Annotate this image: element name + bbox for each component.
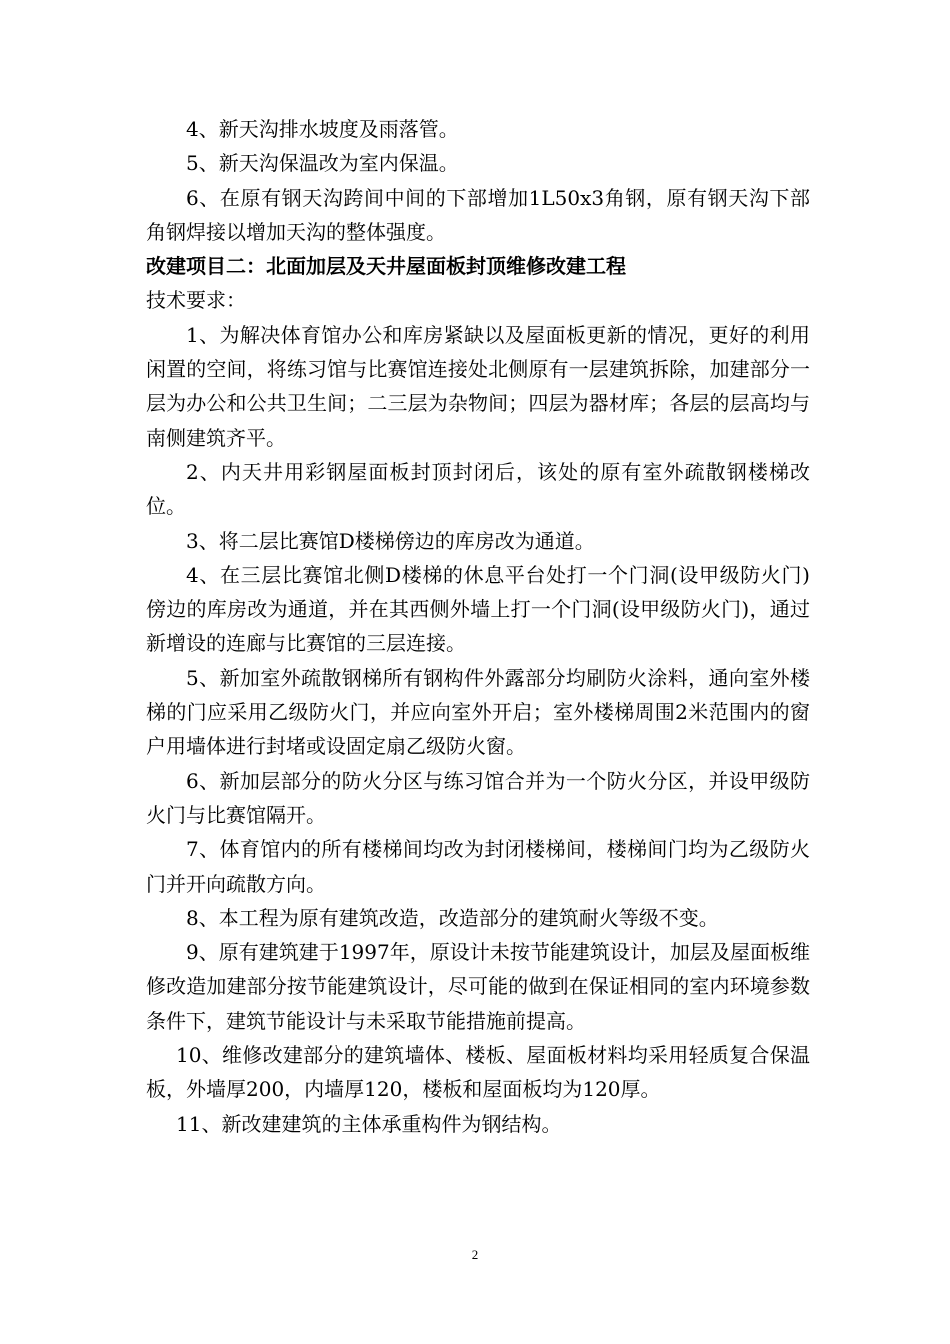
page-number: 2 — [471, 1247, 479, 1262]
requirement-7: 7、体育馆内的所有楼梯间均改为封闭楼梯间，楼梯间门均为乙级防火门并开向疏散方向。 — [146, 837, 810, 896]
technical-requirements-label: 技术要求： — [146, 288, 246, 313]
paragraph-5: 5、新天沟保温改为室内保温。 — [186, 151, 459, 176]
requirement-3: 3、将二层比赛馆D楼梯傍边的库房改为通道。 — [186, 528, 595, 553]
requirement-11: 11、新改建建筑的主体承重构件为钢结构。 — [176, 1111, 562, 1136]
requirement-2: 2、内天井用彩钢屋面板封顶封闭后，该处的原有室外疏散钢楼梯改位。 — [146, 459, 810, 519]
section-heading: 改建项目二：北面加层及天井屋面板封顶维修改建工程 — [146, 254, 626, 279]
requirement-4: 4、在三层比赛馆北侧D楼梯的休息平台处打一个门洞(设甲级防火门)傍边的库房改为通道，并在其西侧外墙上打一个门洞(设甲级防火门)，通过新增设的连廊与比赛馆的三层连接。 — [146, 562, 810, 656]
requirement-8: 8、本工程为原有建筑改造，改造部分的建筑耐火等级不变。 — [186, 905, 719, 930]
requirement-5: 5、新加室外疏散钢梯所有钢构件外露部分均刷防火涂料，通向室外楼梯的门应采用乙级防火门，并应向室外开启；室外楼梯周围2米范围内的窗户用墙体进行封堵或设固定扇乙级防火窗。 — [146, 665, 810, 759]
document-body — [146, 112, 810, 1141]
paragraph-4: 4、新天沟排水坡度及雨落管。 — [186, 117, 459, 141]
requirement-9: 9、原有建筑建于1997年，原设计未按节能建筑设计，加层及屋面板维修改造加建部分按节能建筑设计，尽可能的做到在保证相同的室内环境参数条件下，建筑节能设计与未采取节能措施前提高。 — [146, 940, 810, 1033]
requirement-10: 10、维修改建部分的建筑墙体、楼板、屋面板材料均采用轻质复合保温板，外墙厚200，内墙厚120，楼板和屋面板均为120厚。 — [146, 1043, 810, 1102]
requirement-1: 1、为解决体育馆办公和库房紧缺以及屋面板更新的情况，更好的利用闲置的空间，将练习馆与比赛馆连接处北侧原有一层建筑拆除，加建部分一层为办公和公共卫生间；二三层为杂物间；四层为器材库；各层的层高均与南侧建筑齐平。 — [146, 322, 810, 450]
requirement-6: 6、新加层部分的防火分区与练习馆合并为一个防火分区，并设甲级防火门与比赛馆隔开。 — [146, 768, 810, 827]
paragraph-6: 6、在原有钢天沟跨间中间的下部增加1L50x3角钢，原有钢天沟下部角钢焊接以增加天沟的整体强度。 — [146, 185, 810, 244]
